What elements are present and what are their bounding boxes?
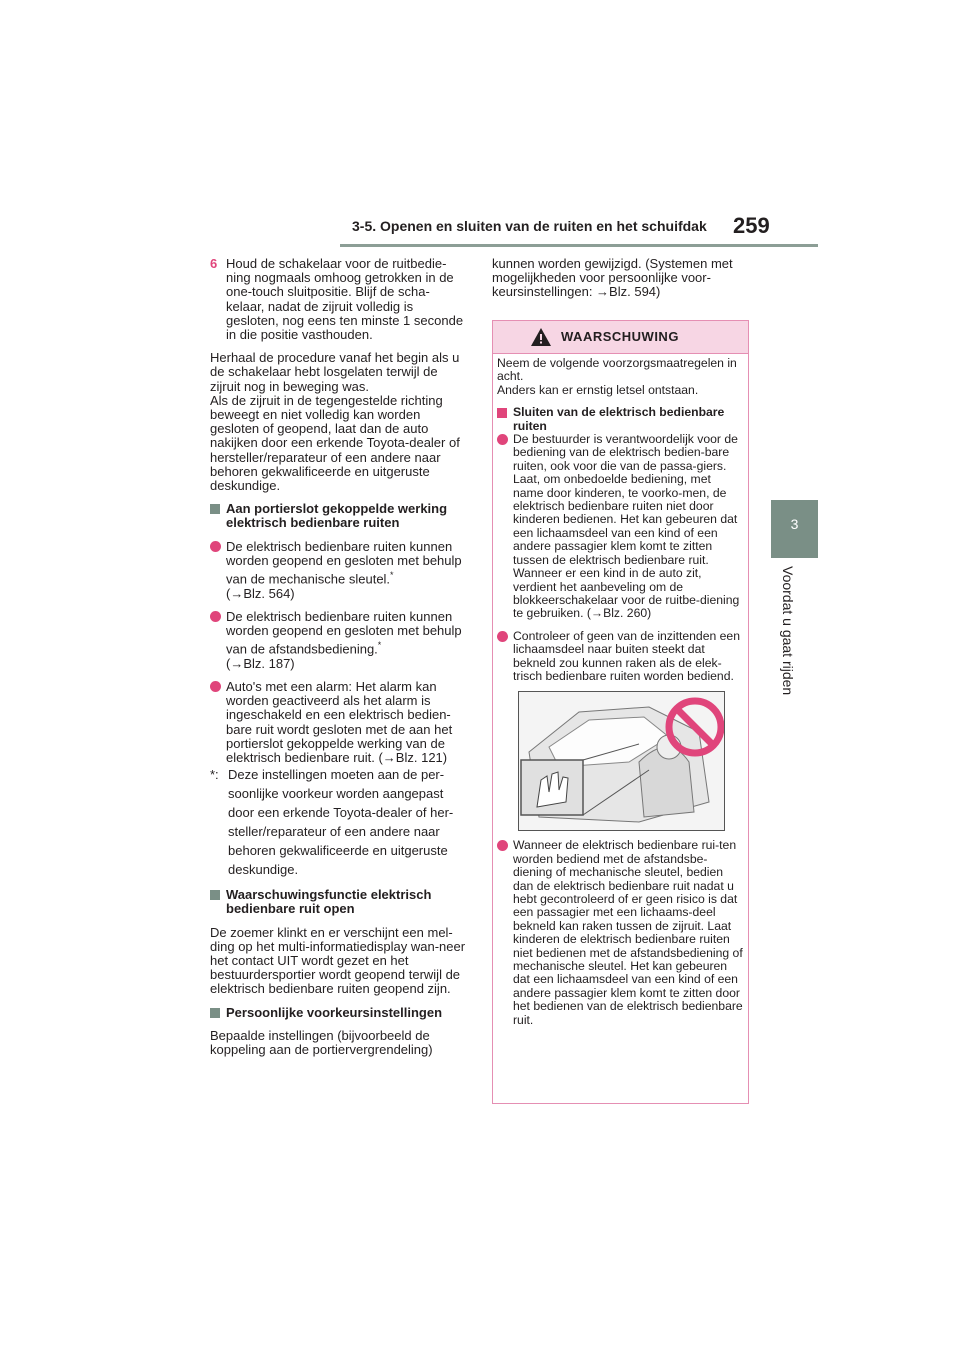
- warning-heading: [497, 406, 744, 433]
- chapter-label: Voordat u gaat rijden: [780, 566, 796, 696]
- paragraph: Herhaal de procedure vanaf het begin als u de schakelaar hebt losgelaten terwijl de zijruit nog in beweging was.: [210, 350, 460, 394]
- step-number: 6: [210, 256, 218, 271]
- page-reference: (→Blz. 564): [226, 585, 295, 601]
- warning-heading-text: Sluiten van de elektrisch bedienbare ruiten: [513, 405, 725, 433]
- warning-intro: Anders kan er ernstig letsel ontstaan.: [497, 382, 699, 397]
- bullet-text: De elektrisch bedienbare ruiten kunnen worden geopend en gesloten met behulp van de afstandsbediening.: [226, 608, 462, 657]
- right-column: [492, 257, 750, 300]
- warning-bullet: [497, 839, 744, 1027]
- asterisk: *: [390, 570, 394, 581]
- page-reference: (→Blz. 187): [226, 655, 295, 671]
- bullet-icon: [210, 611, 221, 622]
- warning-title: WAARSCHUWING: [561, 329, 679, 344]
- footnote-text: Deze instellingen moeten aan de per-soonlijke voorkeur worden aangepast door een erkende Toyota-dealer of her-steller/reparateur of een andere naar behoren gekwalificeerde en uitgeruste deskundige.: [228, 767, 454, 878]
- bullet-text: Wanneer de elektrisch bedienbare rui-ten worden bediend met de afstandsbe-diening of mechanische sleutel, bedien dan de elektrisch bedienbare ruit nadat u hebt gecontroleerd of er geen risico is dat een passagier met een lichaams-deel bekneld kan raken tussen de zijruit. Laat kinderen de elektrisch bedienbare ruiten niet bedienen met de afstandsbediening of mechanische sleutel. Het kan gebeuren dat een lichaamsdeel van een kind of een andere passagier klem komt te zitten door het bedienen van de elektrisch bedienbare ruit.: [513, 838, 743, 1027]
- section-square-icon: [210, 890, 220, 900]
- paragraph: Als de zijruit in de tegengestelde richting beweegt en niet volledig kan worden gesloten of geopend, laat dan de auto nakijken door een erkende Toyota-dealer of hersteller/reparateur of een andere naar behoren gekwalificeerde en uitgeruste deskundige.: [210, 392, 460, 494]
- bullet-text: De elektrisch bedienbare ruiten kunnen worden geopend en gesloten met behulp van de mechanische sleutel.: [226, 538, 462, 587]
- bullet-text: Controleer of geen van de inzittenden een lichaamsdeel naar buiten steekt dat bekneld zou kunnen raken als de elek-trisch bedienbare ruiten worden bediend.: [513, 628, 740, 683]
- paragraph: kunnen worden gewijzigd. (Systemen met mogelijkheden voor persoonlijke voor-keursinstellingen: →Blz. 594): [492, 256, 733, 300]
- footnote-marker: *:: [210, 767, 219, 783]
- bullet-text: De bestuurder is verantwoordelijk voor de bediening van de elektrisch bedien-bare ruiten, ook voor die van de passa-giers. Laat, om onbedoelde bediening, met name door kinderen, te voorko-men, de elektrisch bedienbare ruiten niet door kinderen bedienen. Het kan gebeuren dat een lichaamsdeel van een kind of een andere passagier klem komt te zitten tussen de elektrisch bedienbare ruit. Wanneer er een kind in de auto zit, verdient het aanbeveling om de blokkeerschakelaar voor de ruitbe-diening te gebruiken. (→Blz. 260): [513, 432, 740, 621]
- page-number: 259: [733, 213, 770, 238]
- section-heading-text: Persoonlijke voorkeursinstellingen: [226, 1004, 443, 1020]
- list-item: [210, 540, 468, 601]
- warning-triangle-icon: [531, 328, 551, 346]
- section-square-icon: [210, 1008, 220, 1018]
- paragraph: De zoemer klinkt en er verschijnt een mel-ding op het multi-informatiedisplay wan-neer het contact UIT wordt gezet en het bestuurdersportier wordt geopend terwijl de elektrisch bedienbare ruiten geopend zijn.: [210, 924, 466, 997]
- section-heading-text: Aan portierslot gekoppelde werking elektrisch bedienbare ruiten: [226, 501, 448, 531]
- warning-box: [492, 320, 749, 1104]
- left-column: [210, 257, 468, 1057]
- paragraph: Bepaalde instellingen (bijvoorbeeld de koppeling aan de portiervergrendeling): [210, 1027, 433, 1057]
- bullet-icon: [497, 631, 508, 642]
- step-text: Houd de schakelaar voor de ruitbedie-ning nogmaals omhoog getrokken in de one-touch sluitpositie. Blijf de scha-kelaar, nadat de zijruit volledig is gesloten, nog eens ten minste 1 seconde in die positie vasthouden.: [226, 256, 464, 343]
- bullet-icon: [210, 681, 221, 692]
- section-square-icon: [210, 504, 220, 514]
- warning-intro: Neem de volgende voorzorgsmaatregelen in acht.: [497, 356, 737, 384]
- section-title: 3-5. Openen en sluiten van de ruiten en het schuifdak: [352, 218, 707, 234]
- step-6: [210, 257, 468, 342]
- car-interior-illustration: [519, 692, 724, 830]
- bullet-icon: [497, 434, 508, 445]
- bullet-text: Auto's met een alarm: Het alarm kan worden geactiveerd als het alarm is ingeschakeld en een elektrisch bedien-bare ruit wordt gesloten met de aan het portierslot gekoppelde werking van de elektrisch bedienbare ruit. (→Blz. 121): [226, 678, 453, 765]
- warning-bullet: [497, 630, 744, 684]
- bullet-icon: [497, 840, 508, 851]
- section-heading: [210, 1006, 468, 1020]
- header-divider: [340, 244, 818, 247]
- list-item: [210, 610, 468, 671]
- section-square-icon: [497, 408, 507, 418]
- illustration-child-hand-window: [518, 691, 725, 831]
- footnote: [210, 765, 468, 879]
- warning-header: [493, 321, 748, 354]
- list-item: [210, 680, 468, 765]
- bullet-icon: [210, 541, 221, 552]
- chapter-number: 3: [790, 516, 799, 532]
- section-heading: [210, 888, 468, 916]
- warning-body: [497, 357, 744, 1027]
- warning-bullet: [497, 433, 744, 621]
- asterisk: *: [377, 640, 382, 651]
- section-heading-text: Waarschuwingsfunctie elektrisch bedienbare ruit open: [226, 887, 432, 917]
- section-heading: [210, 502, 468, 530]
